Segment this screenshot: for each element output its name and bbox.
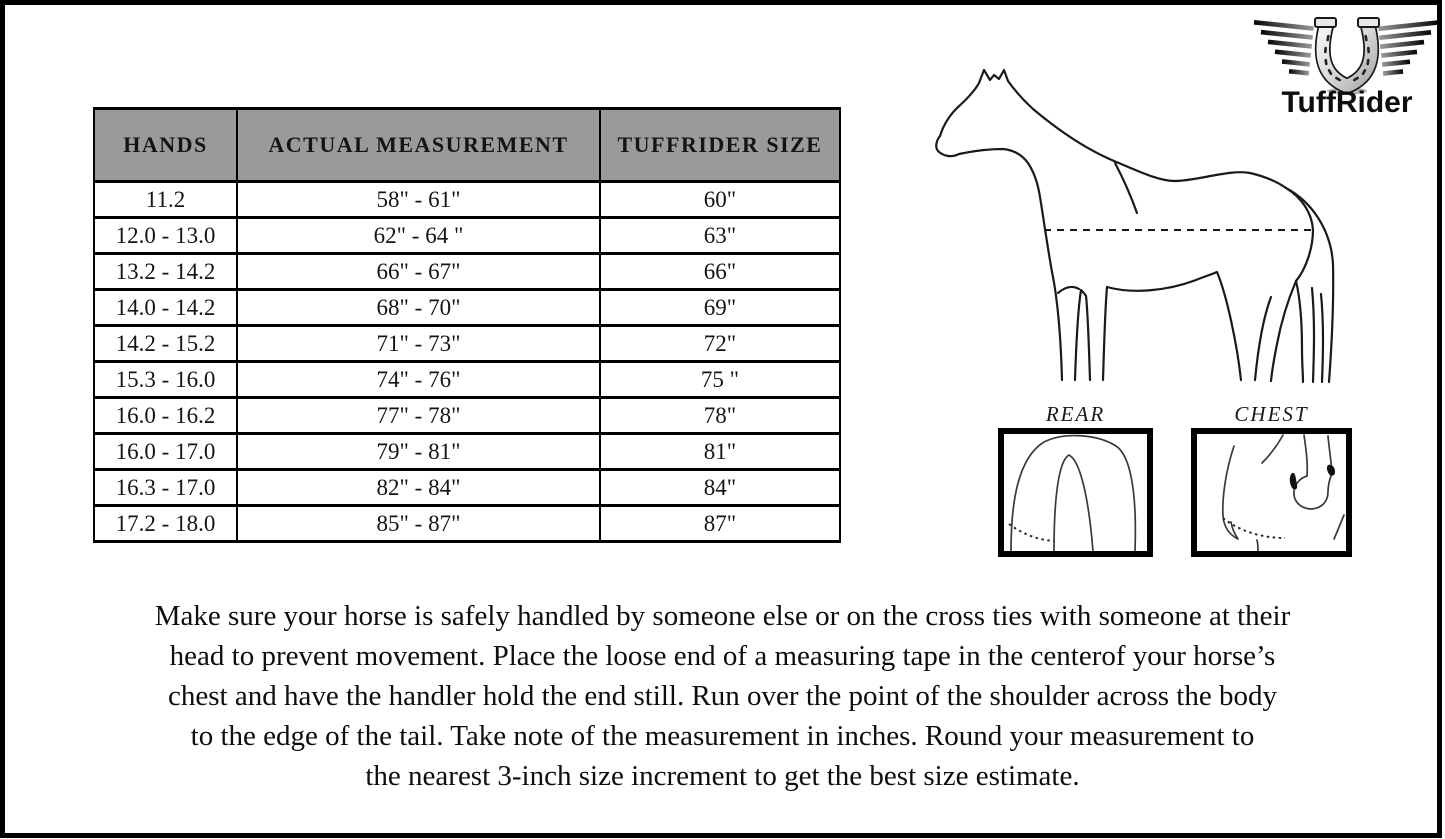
chest-front-outline bbox=[1223, 446, 1258, 551]
table-cell: 12.0 - 13.0 bbox=[94, 218, 237, 254]
table-cell: 66" - 67" bbox=[237, 254, 600, 290]
table-cell: 62" - 64 " bbox=[237, 218, 600, 254]
rear-measure-dotted-line bbox=[1009, 524, 1054, 541]
instructions-line: Make sure your horse is safely handled by someone else or on the cross ties with someone at their bbox=[154, 600, 1291, 632]
table-cell: 85" - 87" bbox=[237, 506, 600, 542]
rear-diagram-label: REAR bbox=[1045, 402, 1106, 426]
table-cell: 77" - 78" bbox=[237, 398, 600, 434]
table-cell: 84" bbox=[600, 470, 840, 506]
table-row bbox=[94, 218, 840, 254]
table-cell: 87" bbox=[600, 506, 840, 542]
nostril-right bbox=[1327, 465, 1335, 476]
nostril-left bbox=[1290, 473, 1297, 489]
rear-hindquarters-outline bbox=[1011, 436, 1135, 551]
horse-head-chest-line bbox=[936, 136, 1062, 380]
rear-view-drawing bbox=[1004, 434, 1147, 551]
chest-view-drawing bbox=[1197, 434, 1346, 551]
table-cell: 66" bbox=[600, 254, 840, 290]
table-cell: 74" - 76" bbox=[237, 362, 600, 398]
column-header: ACTUAL MEASUREMENT bbox=[237, 109, 600, 182]
instructions-line: the nearest 3-inch size increment to get the best size estimate. bbox=[365, 760, 1080, 792]
brand-name: TuffRider bbox=[1281, 86, 1413, 119]
table-cell: 13.2 - 14.2 bbox=[94, 254, 237, 290]
left-wing bbox=[1252, 20, 1314, 76]
chest-jaw-line bbox=[1262, 435, 1283, 463]
rear-diagram-box bbox=[998, 428, 1153, 557]
instructions-line: chest and have the handler hold the end still. Run over the point of the shoulder across the body bbox=[168, 680, 1277, 712]
table-cell: 16.0 - 16.2 bbox=[94, 398, 237, 434]
horseshoe-icon bbox=[1315, 18, 1379, 86]
table-cell: 11.2 bbox=[94, 182, 237, 218]
table-cell: 17.2 - 18.0 bbox=[94, 506, 237, 542]
column-header: TUFFRIDER SIZE bbox=[600, 109, 840, 182]
table-cell: 16.3 - 17.0 bbox=[94, 470, 237, 506]
instructions-line: head to prevent movement. Place the loose end of a measuring tape in the centerof your horse’s bbox=[169, 640, 1276, 672]
table-cell: 14.0 - 14.2 bbox=[94, 290, 237, 326]
table-cell: 79" - 81" bbox=[237, 434, 600, 470]
horse-tail-strands bbox=[1296, 281, 1323, 382]
horse-front-legs bbox=[1075, 290, 1090, 380]
table-row bbox=[94, 434, 840, 470]
chest-muzzle-outline bbox=[1294, 473, 1332, 509]
table-cell: 69" bbox=[600, 290, 840, 326]
horse-belly-line bbox=[1103, 272, 1241, 380]
table-cell: 71" - 73" bbox=[237, 326, 600, 362]
table-row bbox=[94, 326, 840, 362]
table-cell: 58" - 61" bbox=[237, 182, 600, 218]
chest-corner-line bbox=[1334, 515, 1344, 539]
header-row bbox=[94, 109, 840, 182]
column-header: HANDS bbox=[94, 109, 237, 182]
table-cell: 63" bbox=[600, 218, 840, 254]
rear-tail-outline bbox=[1054, 455, 1093, 551]
chest-diagram-label: CHEST bbox=[1234, 402, 1309, 426]
table-cell: 60" bbox=[600, 182, 840, 218]
brand-logo bbox=[1252, 14, 1442, 126]
size-table-head bbox=[94, 109, 840, 182]
size-table-body bbox=[94, 182, 840, 542]
table-cell: 82" - 84" bbox=[237, 470, 600, 506]
table-row bbox=[94, 398, 840, 434]
table-row bbox=[94, 362, 840, 398]
table-cell: 78" bbox=[600, 398, 840, 434]
winged-horseshoe-icon bbox=[1252, 14, 1442, 96]
size-table bbox=[93, 107, 841, 543]
table-cell: 14.2 - 15.2 bbox=[94, 326, 237, 362]
table-cell: 68" - 70" bbox=[237, 290, 600, 326]
chest-diagram-box bbox=[1191, 428, 1352, 557]
table-cell: 16.0 - 17.0 bbox=[94, 434, 237, 470]
table-row bbox=[94, 506, 840, 542]
right-wing bbox=[1378, 20, 1442, 76]
table-row bbox=[94, 182, 840, 218]
horse-elbow-line bbox=[1058, 287, 1079, 293]
table-row bbox=[94, 470, 840, 506]
table-cell: 72" bbox=[600, 326, 840, 362]
instructions-line: to the edge of the tail. Take note of the measurement in inches. Round your measurement to bbox=[190, 720, 1255, 752]
chest-face-left-line bbox=[1304, 435, 1307, 476]
measuring-instructions bbox=[25, 596, 1420, 796]
table-cell: 75 " bbox=[600, 362, 840, 398]
horse-hind-leg bbox=[1255, 297, 1271, 380]
table-row bbox=[94, 254, 840, 290]
table-row bbox=[94, 290, 840, 326]
horse-hindquarter-line bbox=[1271, 188, 1313, 381]
table-cell: 15.3 - 16.0 bbox=[94, 362, 237, 398]
table-cell: 81" bbox=[600, 434, 840, 470]
